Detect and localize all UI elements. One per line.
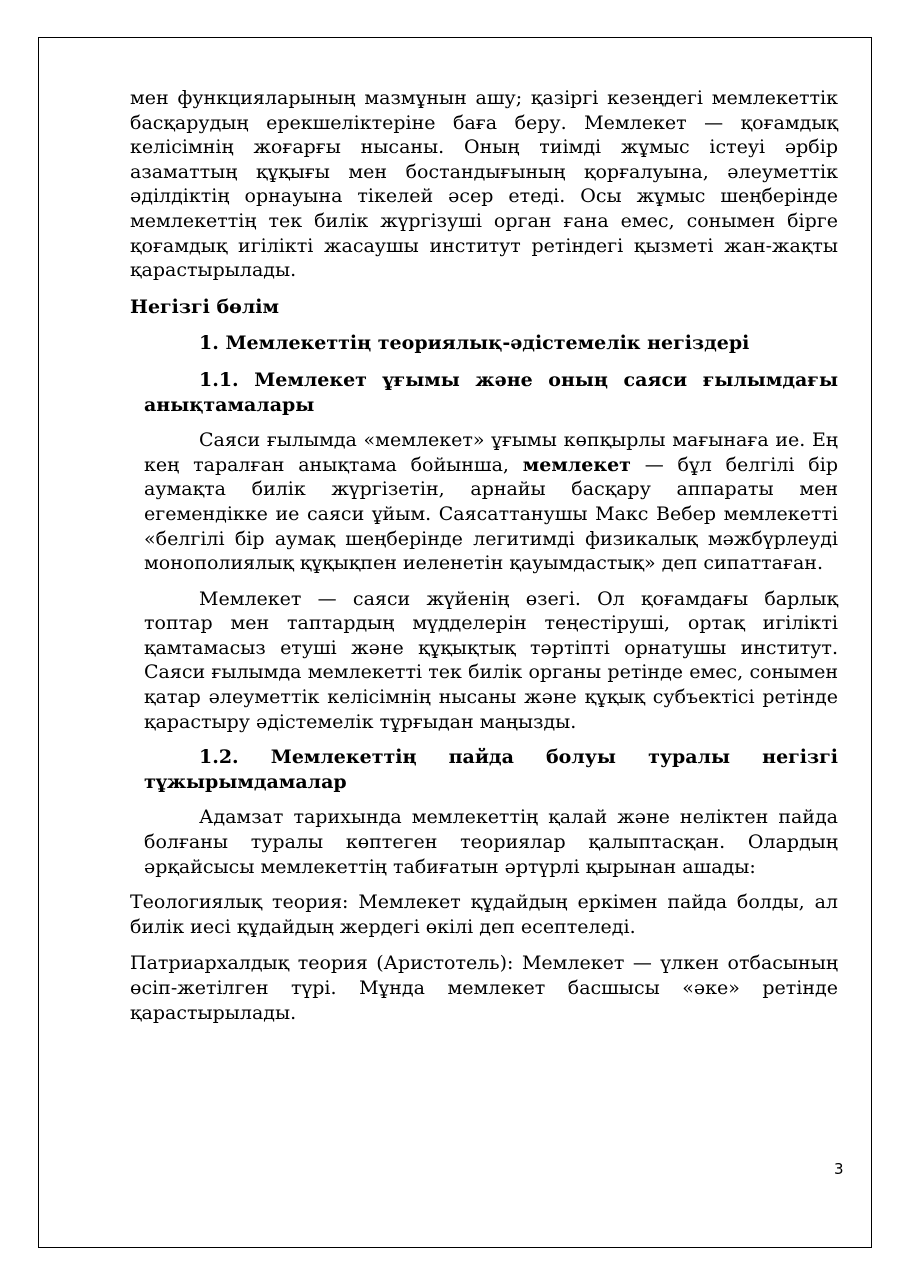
paragraph-text: — бұл белгілі бір аумақта билік жүргізетін, арнайы басқару аппараты мен егемендікке ие саяси ұйым. Саясаттанушы Макс Вебер мемлекетті «белгілі бір аумақ шеңберінде легитимді физикалық мәжбүрлеуді монополиялық құқықпен иеленетін қауымдастық» деп сипаттаған. xyxy=(144,453,838,575)
document-body xyxy=(130,86,838,1037)
section-1-1-title: 1.1. Мемлекет ұғымы және оның саяси ғылымдағы анықтамалары xyxy=(144,368,838,416)
section-1-2-title: 1.2. Мемлекеттің пайда болуы туралы негізгі тұжырымдамалар xyxy=(144,746,838,793)
chapter-1-title: 1. Мемлекеттің теориялық-әдістемелік негіздері xyxy=(199,332,750,355)
section-1-2-paragraph-1: Адамзат тарихында мемлекеттің қалай және неліктен пайда болғаны туралы көптеген теориялар қалыптасқан. Олардың әрқайсысы мемлекеттің табиғатын әртүрлі қырынан ашады: xyxy=(144,806,838,878)
intro-paragraph: мен функцияларының мазмұнын ашу; қазіргі кезеңдегі мемлекеттік басқарудың ерекшеліктеріне баға беру. Мемлекет — қоғамдық келісімнің жоғарғы нысаны. Оның тиімді жұмыс істеуі әрбір азаматтың құқығы мен бостандығының қорғалуына, әлеуметтік әділдіктің орнауына тікелей әсер етеді. Осы жұмыс шеңберінде мемлекеттің тек билік жүргізуші орган ғана емес, сонымен бірге қоғамдық игілікті жасаушы институт ретіндегі қызметі жан-жақты қарастырылады. xyxy=(130,87,838,282)
section-1-1-paragraph-1 xyxy=(144,428,838,576)
main-section-title: Негізгі бөлім xyxy=(130,295,279,318)
term-state-bold: мемлекет xyxy=(522,453,631,476)
section-1-1-paragraph-2: Мемлекет — саяси жүйенің өзегі. Ол қоғамдағы барлық топтар мен таптардың мүдделерін теңестіруші, ортақ игілікті қамтамасыз етуші және құқықтық тәртіпті орнатушы институт. Саяси ғылымда мемлекетті тек билік органы ретінде емес, сонымен қатар әлеуметтік келісімнің нысаны және құқық субъектісі ретінде қарастыру әдістемелік тұрғыдан маңызды. xyxy=(144,587,838,733)
paragraph-text: Саяси ғылымда «мемлекет» ұғымы көпқырлы мағынаға ие. Ең кең таралған анықтама бойынша, xyxy=(144,429,838,476)
theory-patriarchal: Патриархалдық теория (Аристотель): Мемлекет — үлкен отбасының өсіп-жетілген түрі. Мұнда мемлекет басшысы «әке» ретінде қарастырылады. xyxy=(130,952,838,1024)
page-number: 3 xyxy=(834,1160,844,1178)
theory-theological: Теологиялық теория: Мемлекет құдайдың еркімен пайда болды, ал билік иесі құдайдың жердегі өкілі деп есептеледі. xyxy=(130,891,838,938)
